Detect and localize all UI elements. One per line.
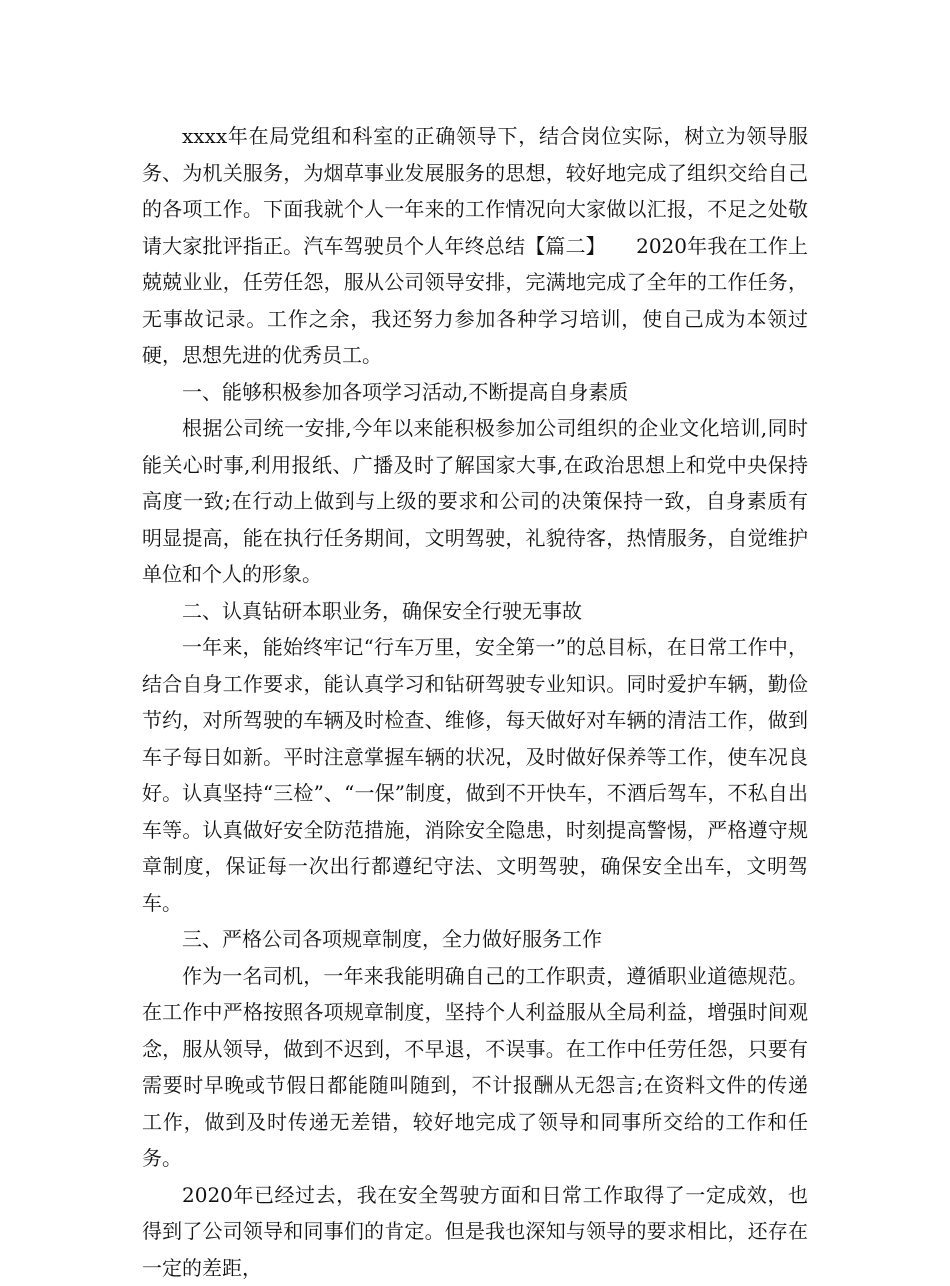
section-body-3: 作为一名司机，一年来我能明确自己的工作职责，遵循职业道德规范。在工作中严格按照各项规章制度，坚持个人利益服从全局利益，增强时间观念，服从领导，做到不迟到，不早退，不误事。在工作中任劳任怨，只要有需要时早晚或节假日都能随叫随到，不计报酬从无怨言;在资料文件的传递工作，做到及时传递无差错，较好地完成了领导和同事所交给的工作和任务。 <box>142 958 808 1177</box>
intro-paragraph: xxxx年在局党组和科室的正确领导下，结合岗位实际，树立为领导服务、为机关服务，为烟草事业发展服务的思想，较好地完成了组织交给自己的各项工作。下面我就个人一年来的工作情况向大家做以汇报，不足之处敬请大家批评指正。汽车驾驶员个人年终总结【篇二】 2020年我在工作上兢兢业业，任劳任怨，服从公司领导安排，完满地完成了全年的工作任务，无事故记录。工作之余，我还努力参加各种学习培训，使自己成为本领过硬，思想先进的优秀员工。 <box>142 118 808 374</box>
document-body <box>142 118 808 1286</box>
closing-paragraph: 2020年已经过去，我在安全驾驶方面和日常工作取得了一定成效，也得到了公司领导和同事们的肯定。但是我也深知与领导的要求相比，还存在一定的差距， <box>142 1177 808 1286</box>
section-heading-2: 二、认真钻研本职业务，确保安全行驶无事故 <box>142 593 808 630</box>
section-body-1: 根据公司统一安排,今年以来能积极参加公司组织的企业文化培训,同时能关心时事,利用报纸、广播及时了解国家大事,在政治思想上和党中央保持高度一致;在行动上做到与上级的要求和公司的决策保持一致，自身素质有明显提高，能在执行任务期间，文明驾驶，礼貌待客，热情服务，自觉维护单位和个人的形象。 <box>142 410 808 593</box>
section-heading-1: 一、能够积极参加各项学习活动,不断提高自身素质 <box>142 374 808 411</box>
section-body-2: 一年来，能始终牢记“行车万里，安全第一”的总目标，在日常工作中，结合自身工作要求，能认真学习和钻研驾驶专业知识。同时爱护车辆，勤俭节约，对所驾驶的车辆及时检查、维修，每天做好对车辆的清洁工作，做到车子每日如新。平时注意掌握车辆的状况，及时做好保养等工作，使车况良好。认真坚持“三检”、“一保”制度，做到不开快车，不酒后驾车，不私自出车等。认真做好安全防范措施，消除安全隐患，时刻提高警惕，严格遵守规章制度，保证每一次出行都遵纪守法、文明驾驶，确保安全出车，文明驾车。 <box>142 629 808 921</box>
section-heading-3: 三、严格公司各项规章制度，全力做好服务工作 <box>142 921 808 958</box>
